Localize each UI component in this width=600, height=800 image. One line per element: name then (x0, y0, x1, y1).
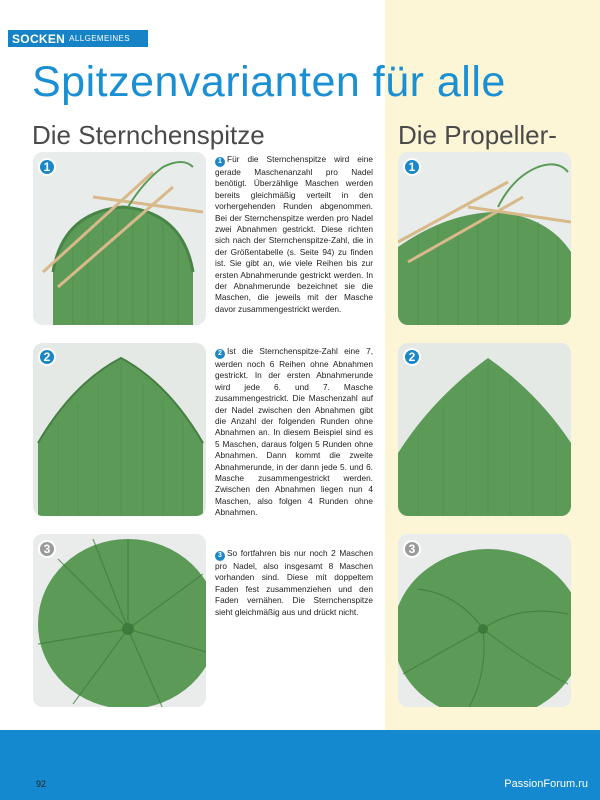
watermark: PassionForum.ru (504, 778, 588, 790)
step-1-badge: 1 (38, 158, 56, 176)
subsection-label: ALLGEMEINES (69, 34, 131, 43)
step-3-body: So fortfahren bis nur noch 2 Maschen pro Nadel, also insgesamt 8 Maschen vorhanden sind. Diese mit doppeltem Faden fest zusammenziehen und den Faden vernähen. Die Sternchenspitze sieht gleichmäßig aus und drückt nicht. (215, 548, 373, 617)
photo-step-1-right (398, 152, 571, 325)
step-1-text (215, 154, 373, 315)
page-number: 92 (36, 779, 47, 789)
step-1-body: Für die Sternchenspitze wird eine gerade Maschenanzahl pro Nadel benötigt. Überzählige Maschen werden bereits gleichmäßig verteilt in den vorhergehenden Runden abgenommen. Bei der Sternchenspitze werden pro Nadel zwei Abnahmen gestrickt. Diese richten sich nach der Sternchenspitze-Zahl, die in der Größentabelle (s. Seite 94) zu finden ist. Sie gibt an, wie viele Reihen bis zur ersten Abnahmerunde gestrickt werden. In der Abnahmerunde bezeichnet sie die Maschen, die jeweils mit der Masche davor zusammengestrickt werden. (215, 154, 373, 314)
right-column-heading: Die Propeller- (398, 120, 557, 150)
photo-step-2-right (398, 343, 571, 516)
page-title: Spitzenvarianten für alle (32, 58, 506, 106)
step-3-badge: 3 (38, 540, 56, 558)
photo-step-3-left (33, 534, 206, 707)
left-column-heading: Die Sternchenspitze (32, 120, 265, 150)
photo-step-1-left (33, 152, 206, 325)
section-label: SOCKEN (12, 31, 66, 46)
step-1-inline-number: 1 (215, 157, 225, 167)
right-step-2-badge: 2 (403, 348, 421, 366)
photo-step-2-left (33, 343, 206, 516)
photo-step-3-right (398, 534, 571, 707)
right-step-3-badge: 3 (403, 540, 421, 558)
step-3-text (215, 548, 373, 618)
step-2-badge: 2 (38, 348, 56, 366)
step-3-inline-number: 3 (215, 551, 225, 561)
step-2-body: Ist die Sternchenspitze-Zahl eine 7, werden noch 6 Reihen ohne Abnahmen gestrickt. In der ersten Abnahmerunde wird jede 6. und 7. Masche zusammengestrickt. Die Maschenzahl auf der Nadel zwischen den Abnahmen gibt die Anzahl der folgenden Runden ohne Abnahmen an. In diesem Beispiel sind es 5 Maschen, daraus folgen 5 Runden ohne Abnahmen. Dann kommt die zweite Abnahmerunde, in der dann jede 5. und 6. Masche zusammengestrickt werden. Zwischen den Abnahmen liegen nun 4 Maschen, also folgen 4 Runden ohne Abnahmen. (215, 346, 373, 518)
right-step-1-badge: 1 (403, 158, 421, 176)
step-2-inline-number: 2 (215, 349, 225, 359)
section-header (8, 30, 148, 47)
step-2-text (215, 346, 373, 519)
